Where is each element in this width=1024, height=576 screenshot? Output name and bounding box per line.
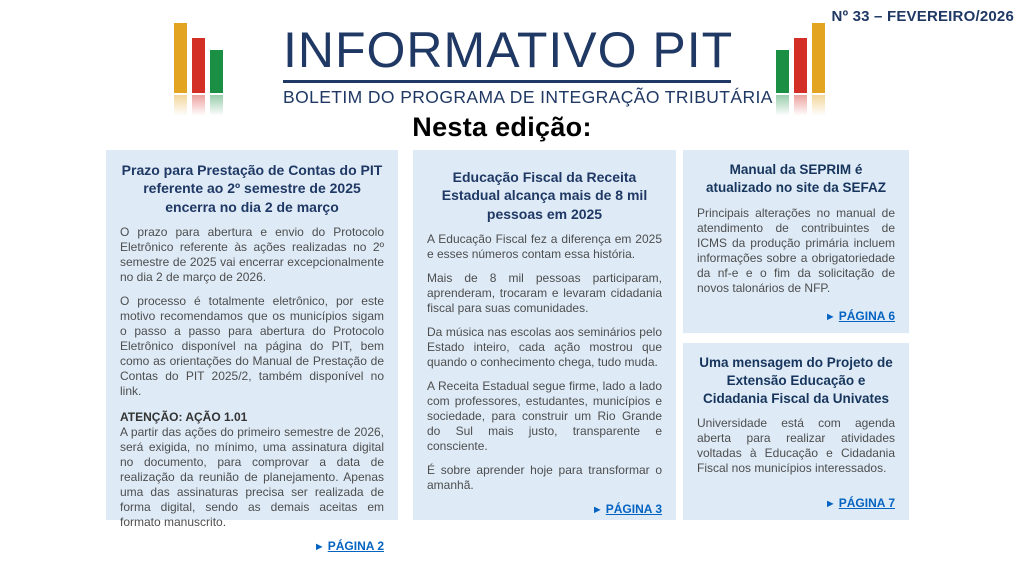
logo-bar-green <box>776 50 789 93</box>
pagina-2-link[interactable] <box>314 539 384 553</box>
card-educacao-fiscal <box>413 150 676 520</box>
card-paragraph: Mais de 8 mil pessoas participaram, aprenderam, trocaram e levaram cidadania fiscal para suas comunidades. <box>427 271 662 316</box>
page-link-label: PÁGINA 2 <box>327 539 384 554</box>
page-link-label: PÁGINA 7 <box>838 496 895 510</box>
newsletter-title: INFORMATIVO PIT <box>283 24 731 83</box>
bar-chart-bars <box>174 23 223 93</box>
attention-label: ATENÇÃO: AÇÃO 1.01 <box>120 410 248 425</box>
card-title: Uma mensagem do Projeto de Extensão Educação e Cidadania Fiscal da Univates <box>699 355 893 406</box>
card-paragraph: É sobre aprender hoje para transformar o amanhã. <box>427 463 662 493</box>
card-manual-seprim <box>683 150 909 333</box>
logo-bar-green <box>210 50 223 93</box>
card-paragraph: A partir das ações do primeiro semestre de 2026, será exigida, no mínimo, uma assinatura digital no documento, para comprovar a data de realização da reunião de planejamento. Apenas uma das assinaturas precisa ser realizada de forma digital, sendo as demais aceitas em formato manuscrito. <box>120 425 384 530</box>
pagina-6-link[interactable] <box>825 309 895 323</box>
card-title: Manual da SEPRIM é atualizado no site da SEFAZ <box>705 162 887 195</box>
issue-number-label: Nº 33 – FEVEREIRO/2026 <box>831 8 1014 25</box>
pagina-7-link[interactable] <box>825 496 895 510</box>
card-paragraph: O processo é totalmente eletrônico, por este motivo recomendamos que os municípios sigam o passo a passo para abertura do Protocolo Eletrônico disponível na página do PIT, bem como as orientações do Manual de Prestação de Contas do PIT 2025/2, também disponível no link. <box>120 294 384 399</box>
card-paragraph: A Receita Estadual segue firme, lado a lado com professores, estudantes, municípios e sociedade, para construir um Rio Grande do Sul mais justo, transparente e consciente. <box>427 379 662 454</box>
card-paragraph: O prazo para abertura e envio do Protocolo Eletrônico referente às ações realizadas no 2º semestre de 2025 vai encerrar excepcionalmente no dia 2 de março de 2026. <box>120 225 384 285</box>
pagina-3-link[interactable] <box>592 502 662 516</box>
card-mensagem-univates <box>683 343 909 520</box>
page-link-label: PÁGINA 3 <box>605 502 662 517</box>
logo-bar-gold <box>812 23 825 93</box>
page-link-label: PÁGINA 6 <box>838 309 895 323</box>
logo-bar-gold <box>174 23 187 93</box>
arrow-right-icon: ► <box>824 311 836 323</box>
masthead <box>283 22 773 108</box>
card-paragraph: A Educação Fiscal fez a diferença em 2025 e esses números contam essa história. <box>427 232 662 262</box>
card-paragraph: Principais alterações no manual de atendimento de contribuintes de ICMS da produção primária incluem informações sobre a obrigatoriedade da nf-e e o fim da solicitação de novos talonários de NFP. <box>697 205 895 295</box>
section-heading: Nesta edição: <box>412 112 592 142</box>
bar-chart-bars <box>776 23 825 93</box>
card-paragraph: Universidade está com agenda aberta para realizar atividades voltadas à Educação e Cidadania Fiscal nos municípios interessados. <box>697 416 895 476</box>
newsletter-subtitle: BOLETIM DO PROGRAMA DE INTEGRAÇÃO TRIBUTÁRIA <box>283 86 773 107</box>
bar-chart-logo-left <box>174 23 223 121</box>
card-title: Prazo para Prestação de Contas do PIT referente ao 2º semestre de 2025 encerra no dia 2 de março <box>121 162 383 215</box>
card-paragraph: Da música nas escolas aos seminários pelo Estado inteiro, cada ação mostrou que quando o conhecimento chega, tudo muda. <box>427 325 662 370</box>
logo-bar-red <box>192 38 205 93</box>
arrow-right-icon: ► <box>591 504 603 517</box>
arrow-right-icon: ► <box>824 498 836 510</box>
bar-chart-logo-right <box>776 23 825 121</box>
logo-bar-red <box>794 38 807 93</box>
arrow-right-icon: ► <box>313 541 325 554</box>
card-title: Educação Fiscal da Receita Estadual alcança mais de 8 mil pessoas em 2025 <box>441 169 648 222</box>
card-prestacao-contas <box>106 150 398 554</box>
